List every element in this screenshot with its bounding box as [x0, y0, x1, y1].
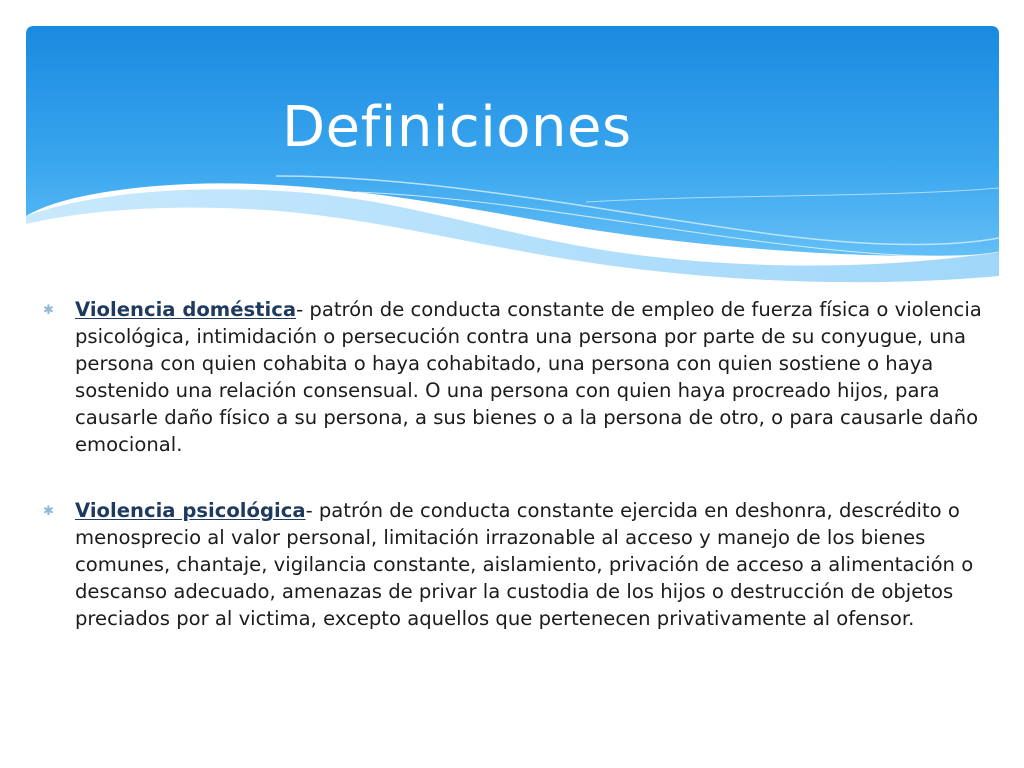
header-banner [26, 26, 999, 306]
definition-text: - patrón de conducta constante de empleo de fuerza física o violencia psicológica, intimidación o persecución contra una persona por parte de su conyugue, una persona con quien cohabita o haya cohabitado, una persona con quien sostiene o haya sostenido una relación consensual. O una persona con quien haya procreado hijos, para causarle daño físico a su persona, a sus bienes o a la persona de otro, o para causarle daño emocional. [75, 298, 982, 456]
definition-item-violencia-psicologica [40, 497, 990, 632]
wave-background [26, 26, 999, 306]
definition-text: - patrón de conducta constante ejercida en deshonra, descrédito o menosprecio al valor personal, limitación irrazonable al acceso y manejo de los bienes comunes, chantaje, vigilancia constante, aislamiento, privación de acceso a alimentación o descanso adecuado, amenazas de privar la custodia de los hijos o destrucción de objetos preciados por al victima, excepto aquellos que pertenecen privativamente al ofensor. [75, 499, 974, 630]
definition-term: Violencia doméstica [75, 298, 297, 321]
definition-term: Violencia psicológica [75, 499, 306, 522]
asterisk-bullet-icon: ✱ [43, 303, 54, 318]
definition-item-violencia-domestica [40, 296, 990, 458]
definitions-list [40, 296, 990, 671]
asterisk-bullet-icon: ✱ [43, 504, 54, 519]
page-title: Definiciones [282, 95, 632, 160]
